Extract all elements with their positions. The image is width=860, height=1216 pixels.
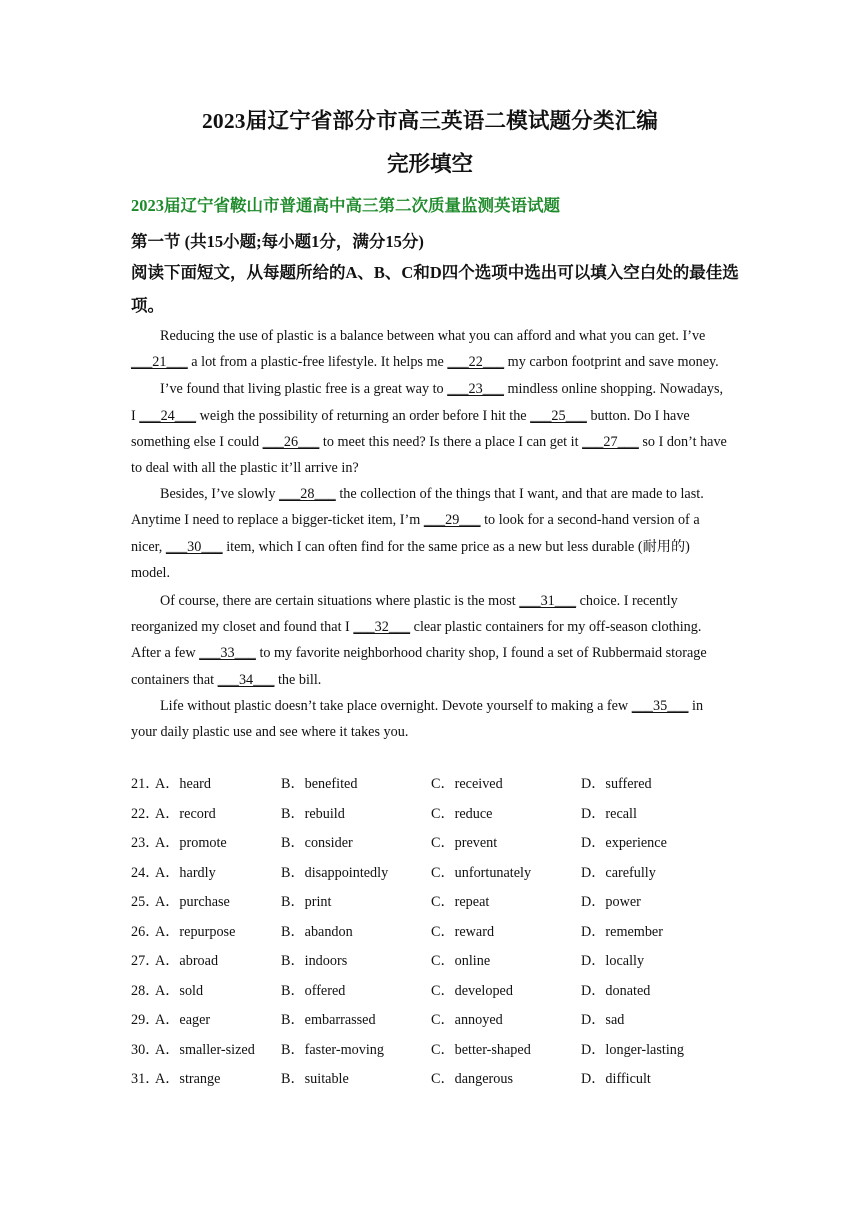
passage-text: the collection of the things that I want, and that are made to last. Anytime I need to replace a bigger-ticket item, I’m — [131, 486, 704, 529]
option-c: C．unfortunately — [431, 864, 532, 881]
answer-options — [131, 771, 731, 1096]
question-number: 29． — [131, 1012, 160, 1028]
blank-25: ___25___ — [530, 407, 587, 424]
option-b: B．faster-moving — [281, 1041, 384, 1058]
option-d: D．suffered — [581, 776, 652, 792]
question-row — [131, 830, 731, 860]
option-c: C．dangerous — [431, 1071, 513, 1087]
option-c: C．developed — [431, 982, 513, 999]
passage-text: so I don’t have to deal with all the plastic it’ll arrive in? — [131, 433, 727, 477]
option-a: A．abroad — [155, 953, 219, 969]
passage-text: to meet this need? Is there a place I can get it — [319, 433, 583, 450]
blank-22: ___22___ — [447, 354, 505, 371]
passage-text: to look for a second-hand version of a nicer, — [131, 512, 700, 555]
question-row — [131, 919, 731, 949]
passage-text: Besides, I’ve slowly — [160, 486, 280, 503]
option-b: B．benefited — [281, 776, 358, 792]
blank-33: ___33___ — [199, 645, 256, 662]
document-title: 2023届辽宁省部分市高三英语二模试题分类汇编 — [201, 109, 659, 133]
passage-text: choice. I recently reorganized my closet and found that I — [131, 593, 678, 636]
option-d: D．longer-lasting — [581, 1041, 684, 1058]
option-b: B．print — [281, 894, 332, 910]
option-c: C．better-shaped — [431, 1041, 531, 1058]
document-subtitle: 完形填空 — [386, 152, 473, 176]
option-a: A．sold — [155, 982, 204, 999]
option-d: D．locally — [581, 953, 645, 969]
blank-23: ___23___ — [447, 381, 504, 398]
passage-text: my carbon footprint and save money. — [504, 354, 719, 371]
paragraph-5 — [131, 693, 731, 745]
passage-text: button. Do I have something else I could — [131, 407, 690, 450]
question-number: 30． — [131, 1041, 160, 1058]
passage-text: in your daily plastic use and see where it takes you. — [131, 697, 704, 741]
blank-24: ___24___ — [139, 407, 197, 424]
question-number: 22． — [131, 805, 160, 822]
passage-text: item, which I can often find for the same price as a new but less durable (耐用的) model. — [131, 538, 690, 581]
blank-31: ___31___ — [519, 593, 577, 610]
question-row — [131, 801, 731, 831]
question-number: 31． — [131, 1071, 160, 1087]
option-d: D．carefully — [581, 864, 656, 881]
blank-34: ___34___ — [217, 671, 275, 688]
option-a: A．strange — [155, 1071, 221, 1087]
option-c: C．received — [431, 776, 503, 792]
passage-text: clear plastic containers for my off-season clothing. After a few — [131, 619, 702, 662]
option-b: B．consider — [281, 835, 353, 851]
option-d: D．recall — [581, 805, 637, 822]
option-b: B．rebuild — [281, 805, 345, 822]
option-d: D．power — [581, 894, 641, 910]
option-c: C．reduce — [431, 805, 493, 822]
question-row — [131, 860, 731, 890]
question-number: 25． — [131, 894, 160, 910]
blank-35: ___35___ — [631, 697, 689, 714]
question-row — [131, 889, 731, 919]
option-c: C．prevent — [431, 835, 498, 851]
passage-text: the bill. — [274, 671, 322, 688]
paragraph-4 — [131, 588, 731, 693]
option-a: A．record — [155, 805, 216, 822]
paragraph-2 — [131, 376, 731, 481]
question-row — [131, 948, 731, 978]
option-a: A．smaller-sized — [155, 1041, 255, 1058]
blank-27: ___27___ — [582, 433, 639, 450]
instructions: 阅读下面短文，从每题所给的A、B、C和D四个选项中选出可以填入空白处的最佳选项。 — [131, 263, 739, 315]
source-title: 2023届辽宁省鞍山市普通高中高三第二次质量监测英语试题 — [131, 196, 560, 215]
passage-text: a lot from a plastic-free lifestyle. It helps me — [187, 354, 448, 371]
blank-28: ___28___ — [279, 486, 336, 503]
question-number: 28． — [131, 982, 160, 999]
blank-32: ___32___ — [353, 619, 411, 636]
section-header: 第一节 (共15小题;每小题1分，满分15分) — [131, 232, 424, 251]
option-a: A．eager — [155, 1012, 211, 1028]
blank-30: ___30___ — [165, 538, 223, 555]
question-row — [131, 771, 731, 801]
question-row — [131, 978, 731, 1008]
passage-text: Of course, there are certain situations where plastic is the most — [160, 593, 520, 610]
passage-text: Life without plastic doesn’t take place overnight. Devote yourself to making a few — [160, 697, 632, 714]
option-d: D．remember — [581, 923, 663, 940]
passage-text: Reducing the use of plastic is a balance between what you can afford and what you can get. I’ve — [160, 328, 706, 344]
blank-21: ___21___ — [131, 354, 188, 371]
question-number: 24． — [131, 864, 160, 881]
passage-text: weigh the possibility of returning an order before I hit the — [196, 407, 531, 424]
cloze-passage — [131, 323, 731, 745]
option-d: D．difficult — [581, 1071, 651, 1087]
option-a: A．hardly — [155, 864, 216, 881]
option-a: A．repurpose — [155, 923, 236, 940]
question-row — [131, 1066, 731, 1096]
option-c: C．reward — [431, 923, 495, 940]
option-b: B．abandon — [281, 923, 353, 940]
option-c: C．online — [431, 953, 491, 969]
question-row — [131, 1037, 731, 1067]
question-number: 27． — [131, 953, 160, 969]
blank-26: ___26___ — [262, 433, 320, 450]
option-a: A．promote — [155, 835, 227, 851]
option-a: A．heard — [155, 776, 211, 792]
option-d: D．experience — [581, 835, 667, 851]
question-number: 26． — [131, 923, 160, 940]
question-number: 23． — [131, 835, 160, 851]
paragraph-1 — [131, 323, 731, 375]
option-b: B．suitable — [281, 1071, 349, 1087]
question-number: 21． — [131, 776, 160, 792]
option-b: B．embarrassed — [281, 1012, 376, 1028]
blank-29: ___29___ — [423, 512, 481, 529]
passage-text: mindless online shopping. Nowadays, I — [131, 381, 724, 424]
question-row — [131, 1007, 731, 1037]
passage-text: I’ve found that living plastic free is a great way to — [160, 381, 448, 398]
passage-text: to my favorite neighborhood charity shop, I found a set of Rubbermaid storage containers that — [131, 645, 707, 688]
option-d: D．sad — [581, 1012, 625, 1028]
option-c: C．annoyed — [431, 1012, 503, 1028]
paragraph-3 — [131, 481, 731, 586]
option-a: A．purchase — [155, 894, 230, 910]
option-d: D．donated — [581, 982, 651, 999]
option-b: B．disappointedly — [281, 864, 389, 881]
option-c: C．repeat — [431, 894, 490, 910]
option-b: B．indoors — [281, 953, 348, 969]
option-b: B．offered — [281, 982, 346, 999]
